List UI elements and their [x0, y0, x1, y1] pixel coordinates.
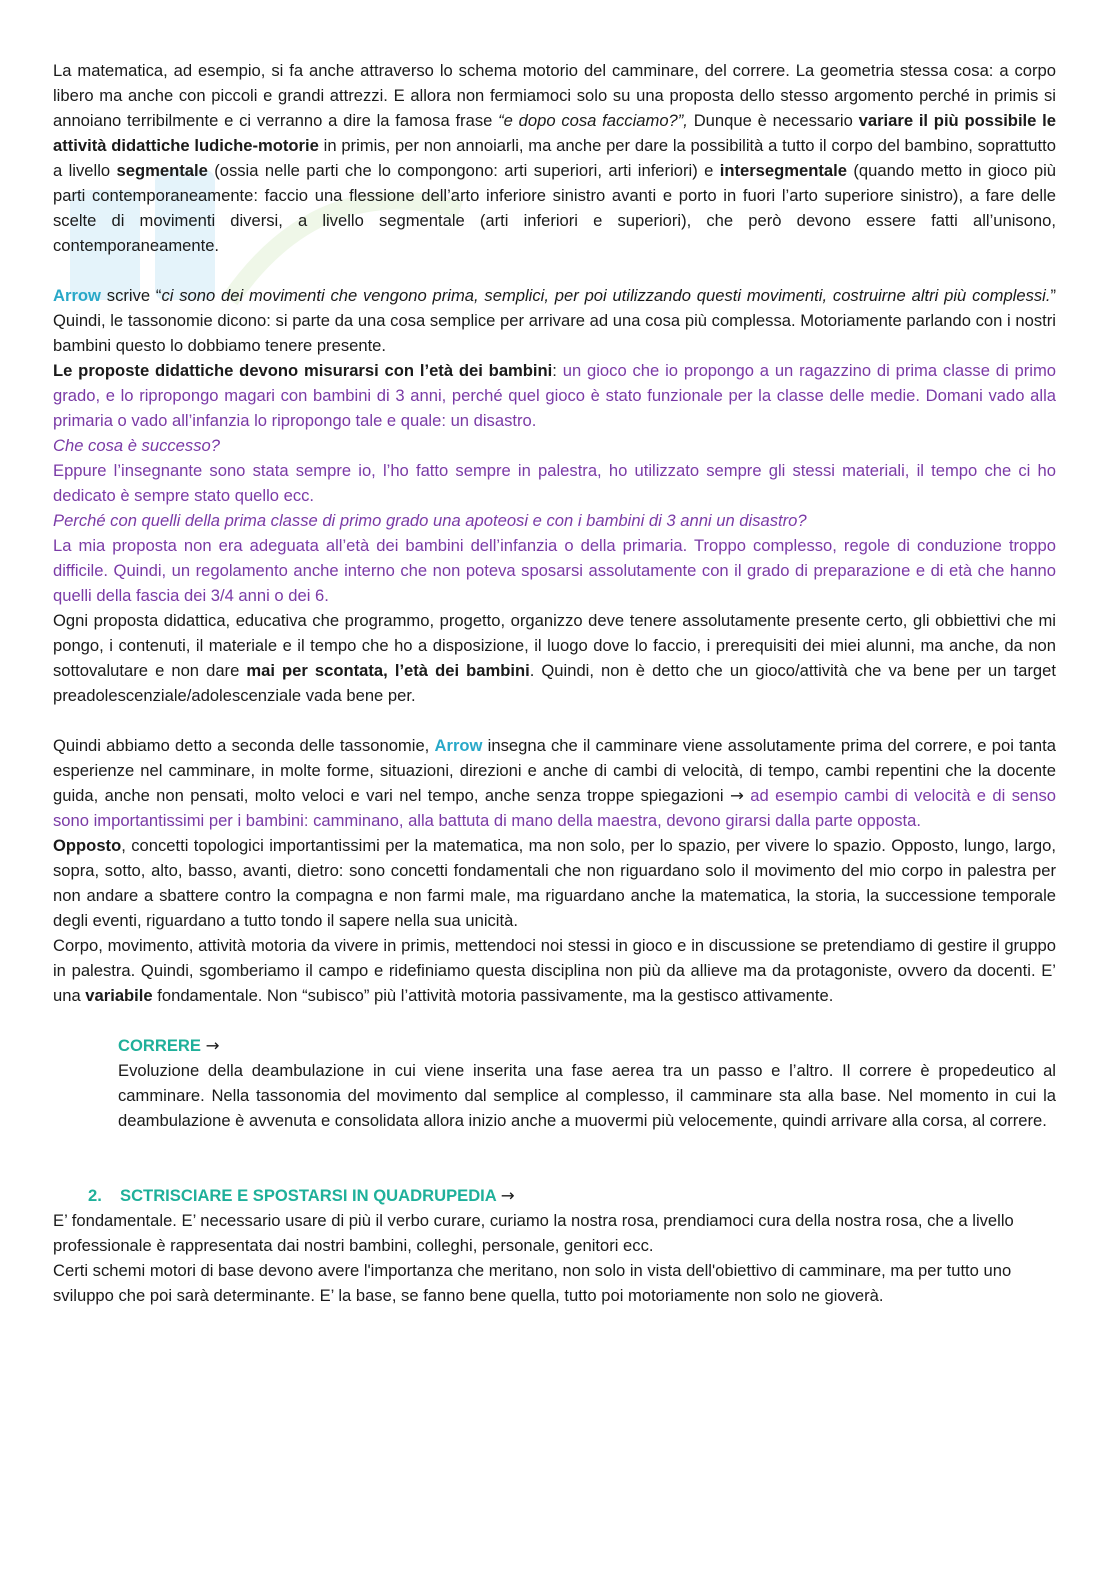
paragraph-taxonomies: Quindi abbiamo detto a seconda delle tassonomie, Arrow insegna che il camminare viene assolutamente prima del correre, e poi tanta esperienze nel camminare, in molte forme, situazioni, direzioni e anche di cambi di velocità, di tempo, cambi repentini che la docente guida, anche non pensati, molto veloci e vari nel tempo, anche senza troppe spiegazioni → ad esempio cambi di velocità e di senso sono importantissimi per i bambini: camminano, alla battuta di mano della maestra, devono girarsi dalla parte opposta.	[53, 736, 1056, 830]
paragraph-teacher: Eppure l’insegnante sono stata sempre io, l’ho fatto sempre in palestra, ho utilizzato sempre gli stessi materiali, il tempo che ci ho dedicato è sempre stato quello ecc.	[53, 461, 1056, 505]
document-page	[53, 58, 1056, 1308]
paragraph-every-proposal: Ogni proposta didattica, educativa che programmo, progetto, organizzo deve tenere assolutamente presente certo, gli obbiettivi che mi pongo, i contenuti, il materiale e il tempo che ho a disposizione, il luogo dove lo faccio, i prerequisiti dei miei alunni, ma anche, da non sottovalutare e non dare mai per scontata, l’età dei bambini. Quindi, non è detto che un gioco/attività che va bene per un target preadolescenziale/adolescenziale vada bene per.	[53, 611, 1056, 705]
arrow-right-icon: →	[205, 1036, 220, 1055]
correre-text: Evoluzione della deambulazione in cui viene inserita una fase aerea tra un passo e l’altro. Il correre è propedeutico al camminare. Nella tassonomia del movimento dal semplice al complesso, il camminare sta alla base. Nel momento in cui la deambulazione è avvenuta e consolidata allora inizio anche a muovermi più velocemente, quindi arrivare alla corsa, al correre.	[118, 1061, 1056, 1130]
paragraph-proposal-inadequate: La mia proposta non era adeguata all’età dei bambini dell’infanzia o della primaria. Troppo complesso, regole di conduzione troppo difficile. Quindi, un regolamento anche interno che non poteva sposarsi assolutamente con il grado di preparazione e di età che hanno quelli della fascia dei 3/4 anni o dei 6.	[53, 536, 1056, 605]
section-correre	[118, 1033, 1056, 1133]
author-name: Arrow	[434, 736, 483, 755]
paragraph-schemi-motori: Certi schemi motori di base devono avere l'importanza che meritano, non solo in vista dell'obiettivo di camminare, ma per tutto uno sviluppo che poi sarà determinante. E’ la base, se fanno bene quella, tutto poi motoriamente non solo ne gioverà.	[53, 1261, 1012, 1305]
question-why: Perché con quelli della prima classe di primo grado una apoteosi e con i bambini di 3 anni un disastro?	[53, 511, 807, 530]
author-name: Arrow	[53, 286, 101, 305]
section-2-heading: 2. SCTRISCIARE E SPOSTARSI IN QUADRUPEDIA →	[88, 1186, 515, 1205]
paragraph-corpo-movimento: Corpo, movimento, attività motoria da vivere in primis, mettendoci noi stessi in gioco e in discussione se pretendiamo di gestire il gruppo in palestra. Quindi, sgomberiamo il campo e ridefiniamo questa disciplina non più da allieve ma da protagoniste, ovvero da docenti. E’ una variabile fondamentale. Non “subisco” più l’attività motoria passivamente, ma la gestisco attivamente.	[53, 936, 1056, 1005]
question-what-happened: Che cosa è successo?	[53, 436, 220, 455]
paragraph-arrow-quote: Arrow scrive “ci sono dei movimenti che vengono prima, semplici, per poi utilizzando questi movimenti, costruirne altri più complessi.” Quindi, le tassonomie dicono: si parte da una cosa semplice per arrivare ad una cosa più complessa. Motoriamente parlando con i nostri bambini questo lo dobbiamo tenere presente.	[53, 286, 1057, 355]
paragraph-fondamentale: E’ fondamentale. E’ necessario usare di più il verbo curare, curiamo la nostra rosa, prendiamoci cura della nostra rosa, che a livello professionale è rappresentata dai nostri bambini, colleghi, personale, genitori ecc.	[53, 1211, 1014, 1255]
arrow-right-icon: →	[729, 786, 744, 805]
paragraph-intro: La matematica, ad esempio, si fa anche attraverso lo schema motorio del camminare, del correre. La geometria stessa cosa: a corpo libero ma anche con piccoli e grandi attrezzi. E allora non fermiamoci solo su una proposta dello stesso argomento perché in primis si annoiano terribilmente e ci verranno a dire la famosa frase “e dopo cosa facciamo?”, Dunque è necessario variare il più possibile le attività didattiche ludiche-motorie in primis, per non annoiarli, ma anche per dare la possibilità a tutto il corpo del bambino, soprattutto a livello segmentale (ossia nelle parti che lo compongono: arti superiori, arti inferiori) e intersegmentale (quando metto in gioco più parti contemporaneamente: faccio una flessione dell’arto inferiore sinistro avanti e porto in fuori l’arto superiore sinistro), a fare delle scelte di movimenti diversi, a livello segmentale (arti inferiori e superiori), che però devono essere fatti all’unisono, contemporaneamente.	[53, 61, 1057, 255]
correre-heading: CORRERE →	[118, 1036, 220, 1055]
paragraph-opposto: Opposto, concetti topologici importantissimi per la matematica, ma non solo, per lo spazio, per vivere lo spazio. Opposto, lungo, largo, sopra, sotto, alto, basso, avanti, dietro: sono concetti fondamentali che non riguardano solo il movimento del mio corpo in palestra per non andare a sbattere contro la compagna e non farmi male, ma riguardano anche la matematica, la storia, la successione temporale degli eventi, riguardano a tutto tondo il sapere nella sua unicità.	[53, 836, 1056, 930]
paragraph-age-proposals: Le proposte didattiche devono misurarsi con l’età dei bambini: un gioco che io propongo a un ragazzino di prima classe di primo grado, e lo ripropongo magari con bambini di 3 anni, perché quel gioco è stato funzionale per la classe delle medie. Domani vado alla primaria o vado all’infanzia lo ripropongo tale e quale: un disastro.	[53, 361, 1057, 430]
arrow-right-icon: →	[500, 1186, 515, 1205]
